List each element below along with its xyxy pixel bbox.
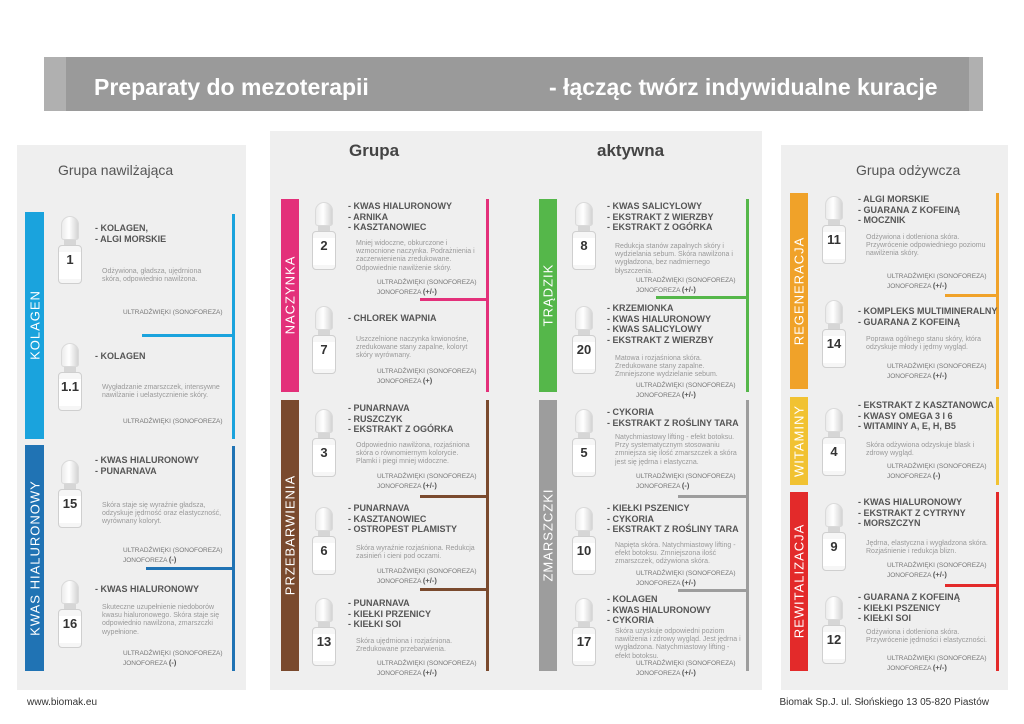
connector-line-regeneracja: [945, 294, 999, 297]
ingredient: - KOLAGEN: [95, 351, 146, 361]
ultrasound-label: ULTRADŹWIĘKI (SONOFOREZA): [636, 660, 736, 667]
ingredient: - EKSTRAKT Z ROŚLINY TARA: [607, 524, 739, 534]
product-number: 1: [66, 252, 74, 267]
product-description: Napięta skóra. Natychmiastowy lifting - efekt botoksu. Zmniejszona ilość zmarszczek, odżywiona skóra.: [615, 542, 736, 566]
ingredient: - EKSTRAKT Z CYTRYNY: [858, 507, 966, 518]
ingredient: - GUARANA Z KOFEINĄ: [858, 316, 961, 327]
connector-line-przebarwienia: [420, 588, 489, 591]
ingredient: - KWASY OMEGA 3 I 6: [858, 410, 953, 421]
product-description: Skóra staje się wyraźnie gładsza, odzyskuje jędrność oraz elastyczność, wyrównany koloryt.: [102, 502, 222, 526]
product-vial: [310, 306, 338, 374]
connector-line-naczynka: [486, 199, 489, 392]
ingredient: - PUNARNAVA: [348, 503, 410, 513]
group-title-aktywna-1: Grupa: [349, 141, 400, 160]
ingredient: - KOLAGEN: [607, 594, 658, 604]
product-vial: [820, 300, 848, 368]
product-number: 3: [320, 445, 328, 460]
product-description: Jędrna, elastyczna i wygładzona skóra. Rozjaśnienie i redukcja blizn.: [866, 540, 988, 556]
product-vial: [570, 409, 598, 477]
connector-line-zmarszczki: [746, 400, 749, 671]
iontophoresis-label: JONOFOREZA (-): [636, 481, 690, 490]
iontophoresis-label: JONOFOREZA (+/-): [377, 668, 437, 677]
connector-line-kolagen: [142, 334, 235, 337]
product-description: Skóra ujędrniona i rozjaśniona. Zredukowane przebarwienia.: [356, 638, 453, 654]
category-label-kolagen: KOLAGEN: [27, 290, 42, 360]
ultrasound-label: ULTRADŹWIĘKI (SONOFOREZA): [377, 368, 477, 375]
product-number: 7: [320, 342, 328, 357]
title-banner: [44, 57, 983, 111]
ultrasound-label: ULTRADŹWIĘKI (SONOFOREZA): [636, 473, 736, 480]
connector-line-tradzik: [656, 296, 749, 299]
ingredient: - KWAS HIALURONOWY: [607, 313, 711, 324]
ingredient: - ALGI MORSKIE: [858, 194, 930, 204]
iontophoresis-label: JONOFOREZA (+/-): [887, 570, 947, 579]
product-vial: [310, 598, 338, 666]
connector-line-kolagen: [232, 214, 235, 439]
ultrasound-label: ULTRADŹWIĘKI (SONOFOREZA): [636, 382, 736, 389]
group-title-nawilzajaca: Grupa nawilżająca: [58, 162, 174, 178]
ultrasound-label: ULTRADŹWIĘKI (SONOFOREZA): [887, 463, 987, 470]
product-description: Redukcja stanów zapalnych skóry i wydzielania sebum. Skóra nawilżona i wygładzona, bez nadmiernego błyszczenia.: [615, 243, 733, 275]
product-description: Odpowiednio nawilżona, rozjaśniona skóra o równomiernym kolorycie. Plamki i piegi mniej widoczne.: [356, 442, 470, 466]
connector-line-kwas: [146, 567, 235, 570]
product-vial: [310, 202, 338, 270]
ingredient: - KWAS HIALURONOWY: [95, 455, 199, 465]
footer-address: Biomak Sp.J. ul. Słońskiego 13 05-820 Piastów: [779, 697, 989, 708]
ingredient: - WITAMINY A, E, H, B5: [858, 421, 956, 431]
product-vial: [310, 507, 338, 575]
product-description: Skóra odżywiona odzyskuje blask i zdrowy wygląd.: [866, 442, 975, 458]
product-number: 6: [320, 543, 328, 558]
iontophoresis-label: JONOFOREZA (+/-): [377, 481, 437, 490]
ultrasound-label: ULTRADŹWIĘKI (SONOFOREZA): [123, 547, 223, 554]
ingredient: - GUARANA Z KOFEINĄ: [858, 592, 961, 602]
product-vial: [820, 408, 848, 476]
ingredient: - EKSTRAKT Z ROŚLINY TARA: [607, 417, 739, 428]
product-number: 16: [62, 616, 78, 631]
ingredient: - CYKORIA: [607, 407, 654, 417]
connector-line-przebarwienia: [486, 400, 489, 671]
ingredient: - PUNARNAVA: [348, 598, 410, 608]
ingredient: - KOMPLEKS MULTIMINERALNY: [858, 306, 998, 316]
category-label-rewitalizacja: REWITALIZACJA: [791, 523, 807, 639]
ingredient: - KASZTANOWIEC: [348, 222, 427, 232]
product-vial: [56, 343, 84, 411]
ultrasound-label: ULTRADŹWIĘKI (SONOFOREZA): [887, 562, 987, 569]
ingredient: - ALGI MORSKIE: [95, 233, 167, 244]
category-label-zmarszczki: ZMARSZCZKI: [540, 488, 556, 582]
ingredient: - KIEŁKI SOI: [858, 613, 912, 623]
product-vial: [570, 598, 598, 666]
ingredient: - KWAS SALICYLOWY: [607, 201, 702, 211]
category-label-kwas: KWAS HIALURONOWY: [27, 480, 42, 636]
ingredient: - KIEŁKI SOI: [348, 619, 402, 629]
ultrasound-label: ULTRADŹWIĘKI (SONOFOREZA): [887, 655, 987, 662]
ingredient: - CHLOREK WAPNIA: [348, 313, 437, 323]
product-vial: [820, 503, 848, 571]
iontophoresis-label: JONOFOREZA (+/-): [636, 578, 696, 587]
ingredient: - RUSZCZYK: [348, 413, 403, 424]
product-vial: [310, 409, 338, 477]
ingredient: - KWAS HIALURONOWY: [858, 497, 962, 507]
iontophoresis-label: JONOFOREZA (-): [123, 555, 177, 564]
product-vial: [56, 216, 84, 284]
ingredient: - CYKORIA: [607, 615, 654, 625]
product-number: 1.1: [60, 379, 80, 394]
iontophoresis-label: JONOFOREZA (-): [887, 471, 941, 480]
ultrasound-label: ULTRADŹWIĘKI (SONOFOREZA): [377, 473, 477, 480]
product-vial: [570, 507, 598, 575]
product-vial: [570, 202, 598, 270]
connector-line-naczynka: [420, 298, 489, 301]
product-vial: [56, 580, 84, 648]
product-number: 17: [576, 634, 592, 649]
ingredient: - KOLAGEN,: [95, 223, 148, 233]
ingredient: - KWAS HIALURONOWY: [607, 604, 711, 615]
iontophoresis-label: JONOFOREZA (+/-): [887, 663, 947, 672]
group-title-aktywna-2: aktywna: [597, 141, 665, 160]
ingredient: - GUARANA Z KOFEINĄ: [858, 204, 961, 215]
product-vial: [820, 596, 848, 664]
iontophoresis-label: JONOFOREZA (+/-): [377, 287, 437, 296]
connector-line-regeneracja: [996, 193, 999, 389]
product-description: Skóra wyraźnie rozjaśniona. Redukcja zasinień i cieni pod oczami.: [356, 545, 475, 561]
footer-website[interactable]: www.biomak.eu: [27, 697, 98, 708]
connector-line-rewitalizacja: [996, 492, 999, 671]
iontophoresis-label: JONOFOREZA (+/-): [636, 390, 696, 399]
product-description: Matowa i rozjaśniona skóra. Zredukowane stany zapalne. Zmniejszone wydzielanie sebum.: [615, 355, 718, 379]
iontophoresis-label: JONOFOREZA (+): [377, 376, 433, 385]
connector-line-witaminy: [996, 397, 999, 485]
product-number: 9: [830, 539, 838, 554]
ingredient: - ARNIKA: [348, 211, 389, 222]
ultrasound-label: ULTRADŹWIĘKI (SONOFOREZA): [123, 650, 223, 657]
iontophoresis-label: JONOFOREZA (+/-): [636, 668, 696, 677]
ultrasound-label: ULTRADŹWIĘKI (SONOFOREZA): [636, 570, 736, 577]
product-number: 12: [826, 632, 842, 647]
ultrasound-label: ULTRADŹWIĘKI (SONOFOREZA): [377, 568, 477, 575]
product-description: Skuteczne uzupełnienie niedoborów kwasu hialuronowego. Skóra staje się odpowiednio nawilżona, zmarszczki wypełnione.: [102, 604, 220, 636]
connector-line-przebarwienia: [420, 495, 489, 498]
product-description: Odżywiona, gładsza, ujędrniona skóra, odpowiednio nawilżona.: [102, 268, 202, 284]
product-number: 5: [580, 445, 588, 460]
ingredient: - KRZEMIONKA: [607, 303, 674, 313]
connector-line-rewitalizacja: [945, 584, 999, 587]
product-description: Odżywiona i dotleniona skóra. Przywrócenie jędrności i elastyczności.: [866, 629, 987, 645]
ingredient: - KIEŁKI PSZENICY: [607, 503, 690, 513]
iontophoresis-label: JONOFOREZA (+/-): [887, 371, 947, 380]
ingredient: - PUNARNAVA: [348, 403, 410, 413]
ultrasound-label: ULTRADŹWIĘKI (SONOFOREZA): [887, 273, 987, 280]
product-number: 14: [826, 336, 842, 351]
ingredient: - EKSTRAKT Z OGÓRKA: [607, 222, 713, 232]
category-label-naczynka: NACZYNKA: [282, 255, 298, 335]
product-description: Skóra uzyskuje odpowiedni poziom nawilżenia i zdrowy wygląd. Jest jędrna i wygładzona. Natychmiastowy lifting - efekt botoksu.: [615, 628, 741, 660]
ingredient: - CYKORIA: [607, 513, 654, 524]
product-description: Uszczelnione naczynka krwionośne, zredukowane stany zapalne, koloryt skóry wyrównany.: [356, 336, 469, 360]
product-description: Wygładzanie zmarszczek, intensywne nawilżanie i uelastycznienie skóry.: [102, 384, 220, 400]
product-number: 15: [62, 496, 78, 511]
product-description: Odżywiona i dotleniona skóra. Przywrócenie odpowiedniego poziomu nawilżenia skóry.: [866, 234, 986, 258]
product-number: 11: [827, 232, 841, 247]
connector-line-kwas: [232, 446, 235, 671]
product-number: 8: [580, 238, 588, 253]
ultrasound-label: ULTRADŹWIĘKI (SONOFOREZA): [887, 363, 987, 370]
iontophoresis-label: JONOFOREZA (+/-): [377, 576, 437, 585]
ingredient: - EKSTRAKT Z WIERZBY: [607, 334, 714, 345]
ingredient: - EKSTRAKT Z KASZTANOWCA: [858, 400, 994, 410]
ingredient: - EKSTRAKT Z WIERZBY: [607, 211, 714, 222]
product-number: 4: [830, 444, 838, 459]
product-number: 13: [316, 634, 332, 649]
iontophoresis-label: JONOFOREZA (+/-): [887, 281, 947, 290]
connector-line-zmarszczki: [678, 495, 749, 498]
ingredient: - KIEŁKI PSZENICY: [858, 602, 941, 613]
ingredient: - OSTROPEST PLAMISTY: [348, 524, 458, 534]
ingredient: - KASZTANOWIEC: [348, 513, 427, 524]
page-subtitle: - łącząc twórz indywidualne kuracje: [549, 74, 938, 100]
ultrasound-label: ULTRADŹWIĘKI (SONOFOREZA): [123, 418, 223, 425]
ingredient: - KWAS HIALURONOWY: [95, 584, 199, 594]
ingredient: - KWAS HIALURONOWY: [348, 201, 452, 211]
product-number: 10: [576, 543, 592, 558]
ultrasound-label: ULTRADŹWIĘKI (SONOFOREZA): [636, 277, 736, 284]
connector-line-zmarszczki: [678, 589, 749, 592]
category-label-przebarwienia: PRZEBARWIENIA: [282, 474, 298, 596]
page-title: Preparaty do mezoterapii: [94, 74, 369, 100]
ingredient: - KIEŁKI PRZENICY: [348, 608, 432, 619]
ingredient: - MOCZNIK: [858, 215, 906, 225]
product-description: Mniej widoczne, obkurczone i wzmocnione naczynka. Podrażnienia i zaczerwienienia zredukowane. Odpowiednie nawilżenie skóry.: [356, 240, 475, 272]
group-title-odzywcza: Grupa odżywcza: [856, 162, 961, 178]
ingredient: - EKSTRAKT Z OGÓRKA: [348, 424, 454, 434]
product-description: Natychmiastowy lifting - efekt botoksu. Przy systematycznym stosowaniu zmniejsza się ilość zmarszczek a skóra jest się jędrna i elastyczna.: [615, 434, 737, 466]
product-vial: [570, 306, 598, 374]
category-label-regeneracja: REGENERACJA: [791, 236, 807, 346]
category-label-witaminy: WITAMINY: [791, 404, 807, 478]
product-number: 2: [320, 238, 328, 253]
iontophoresis-label: JONOFOREZA (-): [123, 658, 177, 667]
ingredient: - MORSZCZYN: [858, 518, 921, 528]
ultrasound-label: ULTRADŹWIĘKI (SONOFOREZA): [123, 309, 223, 316]
ingredient: - KWAS SALICYLOWY: [607, 324, 702, 334]
product-vial: [56, 460, 84, 528]
product-description: Poprawa ogólnego stanu skóry, która odzyskuje młody i jędrny wygląd.: [866, 336, 982, 352]
iontophoresis-label: JONOFOREZA (+/-): [636, 285, 696, 294]
product-number: 20: [576, 342, 592, 357]
category-label-tradzik: TRĄDZIK: [540, 263, 556, 327]
ultrasound-label: ULTRADŹWIĘKI (SONOFOREZA): [377, 279, 477, 286]
ultrasound-label: ULTRADŹWIĘKI (SONOFOREZA): [377, 660, 477, 667]
product-vial: [820, 196, 848, 264]
ingredient: - PUNARNAVA: [95, 465, 157, 476]
